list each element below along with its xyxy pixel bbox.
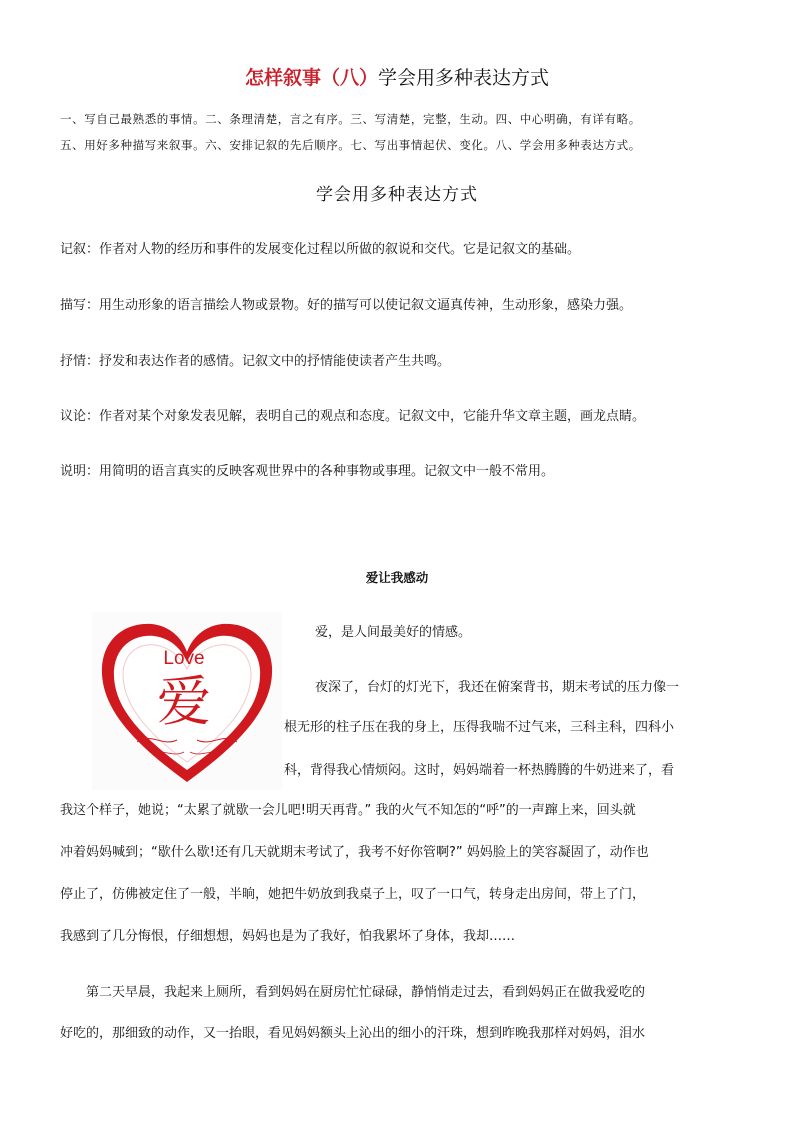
story-line-7: 停止了，仿佛被定住了一般，半晌，她把牛奶放到我桌子上，叹了一口气，转身走出房间，带上了门， xyxy=(60,887,646,902)
page-title-red: 怎样叙事（八） xyxy=(244,67,378,89)
story-line-5: 我这个样子，她说；“太累了就歇一会儿吧!明天再背。” 我的火气不知怎的“呼”的一声蹿上来，回头就 xyxy=(60,803,636,818)
story-line-8: 我感到了几分悔恨，仔细想想，妈妈也是为了我好，怕我累坏了身体，我却…… xyxy=(60,929,516,944)
heart-love-char: 爱 xyxy=(157,670,211,733)
story-line-10: 好吃的，那细致的动作，又一抬眼，看见妈妈额头上沁出的细小的汗珠，想到昨晚我那样对妈妈，泪水 xyxy=(60,1026,646,1041)
heart-love-image xyxy=(92,612,282,790)
definition-argument: 议论：作者对某个对象发表见解，表明自己的观点和态度。记叙文中，它能升华文章主题，画龙点睛。 xyxy=(60,409,646,424)
section-title: 学会用多种表达方式 xyxy=(316,185,478,205)
page-title xyxy=(0,66,794,90)
story-line-1: 爱，是人间最美好的情感。 xyxy=(315,625,472,640)
story-line-9: 第二天早晨，我起来上厕所，看到妈妈在厨房忙忙碌碌，静悄悄走过去，看到妈妈正在做我爱吃的 xyxy=(86,985,646,1000)
definition-narration: 记叙：作者对人物的经历和事件的发展变化过程以所做的叙说和交代。它是记叙文的基础。 xyxy=(60,242,581,257)
definition-description: 描写：用生动形象的语言描绘人物或景物。好的描写可以使记叙文逼真传神，生动形象，感染力强。 xyxy=(60,298,633,313)
story-line-6: 冲着妈妈喊到；“歇什么歇!还有几天就期末考试了，我考不好你管啊?” 妈妈脸上的笑容凝固了，动作也 xyxy=(60,845,649,860)
story-line-4: 科，背得我心情烦闷。这时，妈妈端着一杯热腾腾的牛奶进来了，看 xyxy=(284,763,675,778)
definition-lyricism: 抒情：抒发和表达作者的感情。记叙文中的抒情能使读者产生共鸣。 xyxy=(60,354,451,369)
page-title-black: 学会用多种表达方式 xyxy=(378,67,550,89)
heart-love-word: Love xyxy=(163,648,205,669)
heart-icon xyxy=(92,612,282,790)
story-title: 爱让我感动 xyxy=(365,570,429,585)
story-line-3: 根无形的柱子压在我的身上，压得我喘不过气来，三科主科，四科小 xyxy=(284,720,675,735)
outline-line-1: 一、写自己最熟悉的事情。二、条理清楚，言之有序。三、写清楚，完整，生动。四、中心明确，有详有略。 xyxy=(60,112,641,126)
story-line-2: 夜深了，台灯的灯光下，我还在俯案背书，期末考试的压力像一 xyxy=(315,680,680,695)
definition-exposition: 说明：用简明的语言真实的反映客观世界中的各种事物或事理。记叙文中一般不常用。 xyxy=(60,464,555,479)
outline-line-2: 五、用好多种描写来叙事。六、安排记叙的先后顺序。七、写出事情起伏、变化。八、学会用多种表达方式。 xyxy=(60,138,641,152)
